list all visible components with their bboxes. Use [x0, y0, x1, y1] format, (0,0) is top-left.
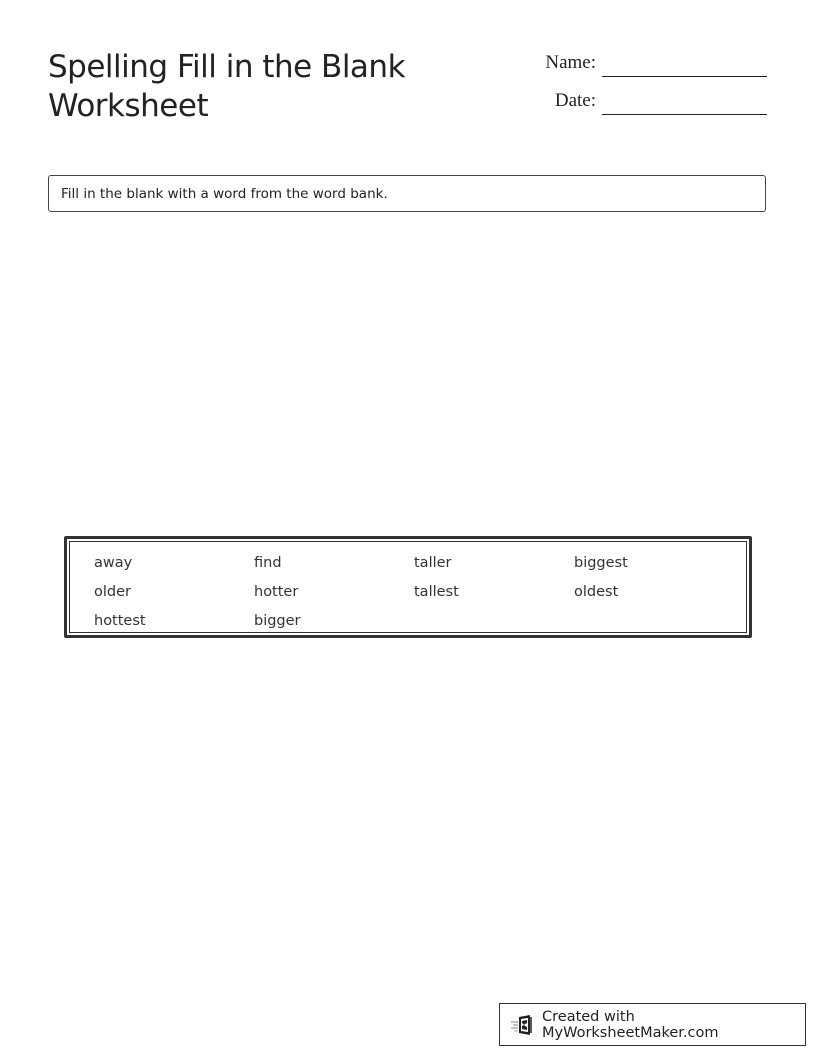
word-bank-item: bigger [254, 613, 301, 629]
name-line[interactable] [602, 76, 767, 77]
word-bank-item: biggest [574, 555, 628, 571]
word-bank-item: hottest [94, 613, 146, 629]
date-line[interactable] [602, 114, 767, 115]
date-field[interactable] [540, 90, 767, 112]
word-bank-item: oldest [574, 584, 619, 600]
instructions-text: Fill in the blank with a word from the word bank. [61, 185, 388, 202]
worksheet-maker-logo-icon [510, 1014, 536, 1036]
footer-text: Created with MyWorksheetMaker.com [542, 1008, 719, 1041]
word-bank-item: tallest [414, 584, 459, 600]
instructions-box [48, 175, 766, 212]
word-bank-item: away [94, 555, 133, 571]
name-field[interactable] [540, 52, 767, 74]
word-bank-item: find [254, 555, 282, 571]
word-bank-item: hotter [254, 584, 299, 600]
word-bank-item: taller [414, 555, 452, 571]
date-label: Date: [554, 90, 596, 111]
footer-credit [499, 1003, 806, 1046]
word-bank-item: older [94, 584, 131, 600]
word-bank [64, 536, 752, 638]
page-title: Spelling Fill in the Blank Worksheet [48, 49, 406, 124]
word-bank-grid [69, 541, 747, 633]
name-label: Name: [545, 52, 596, 73]
